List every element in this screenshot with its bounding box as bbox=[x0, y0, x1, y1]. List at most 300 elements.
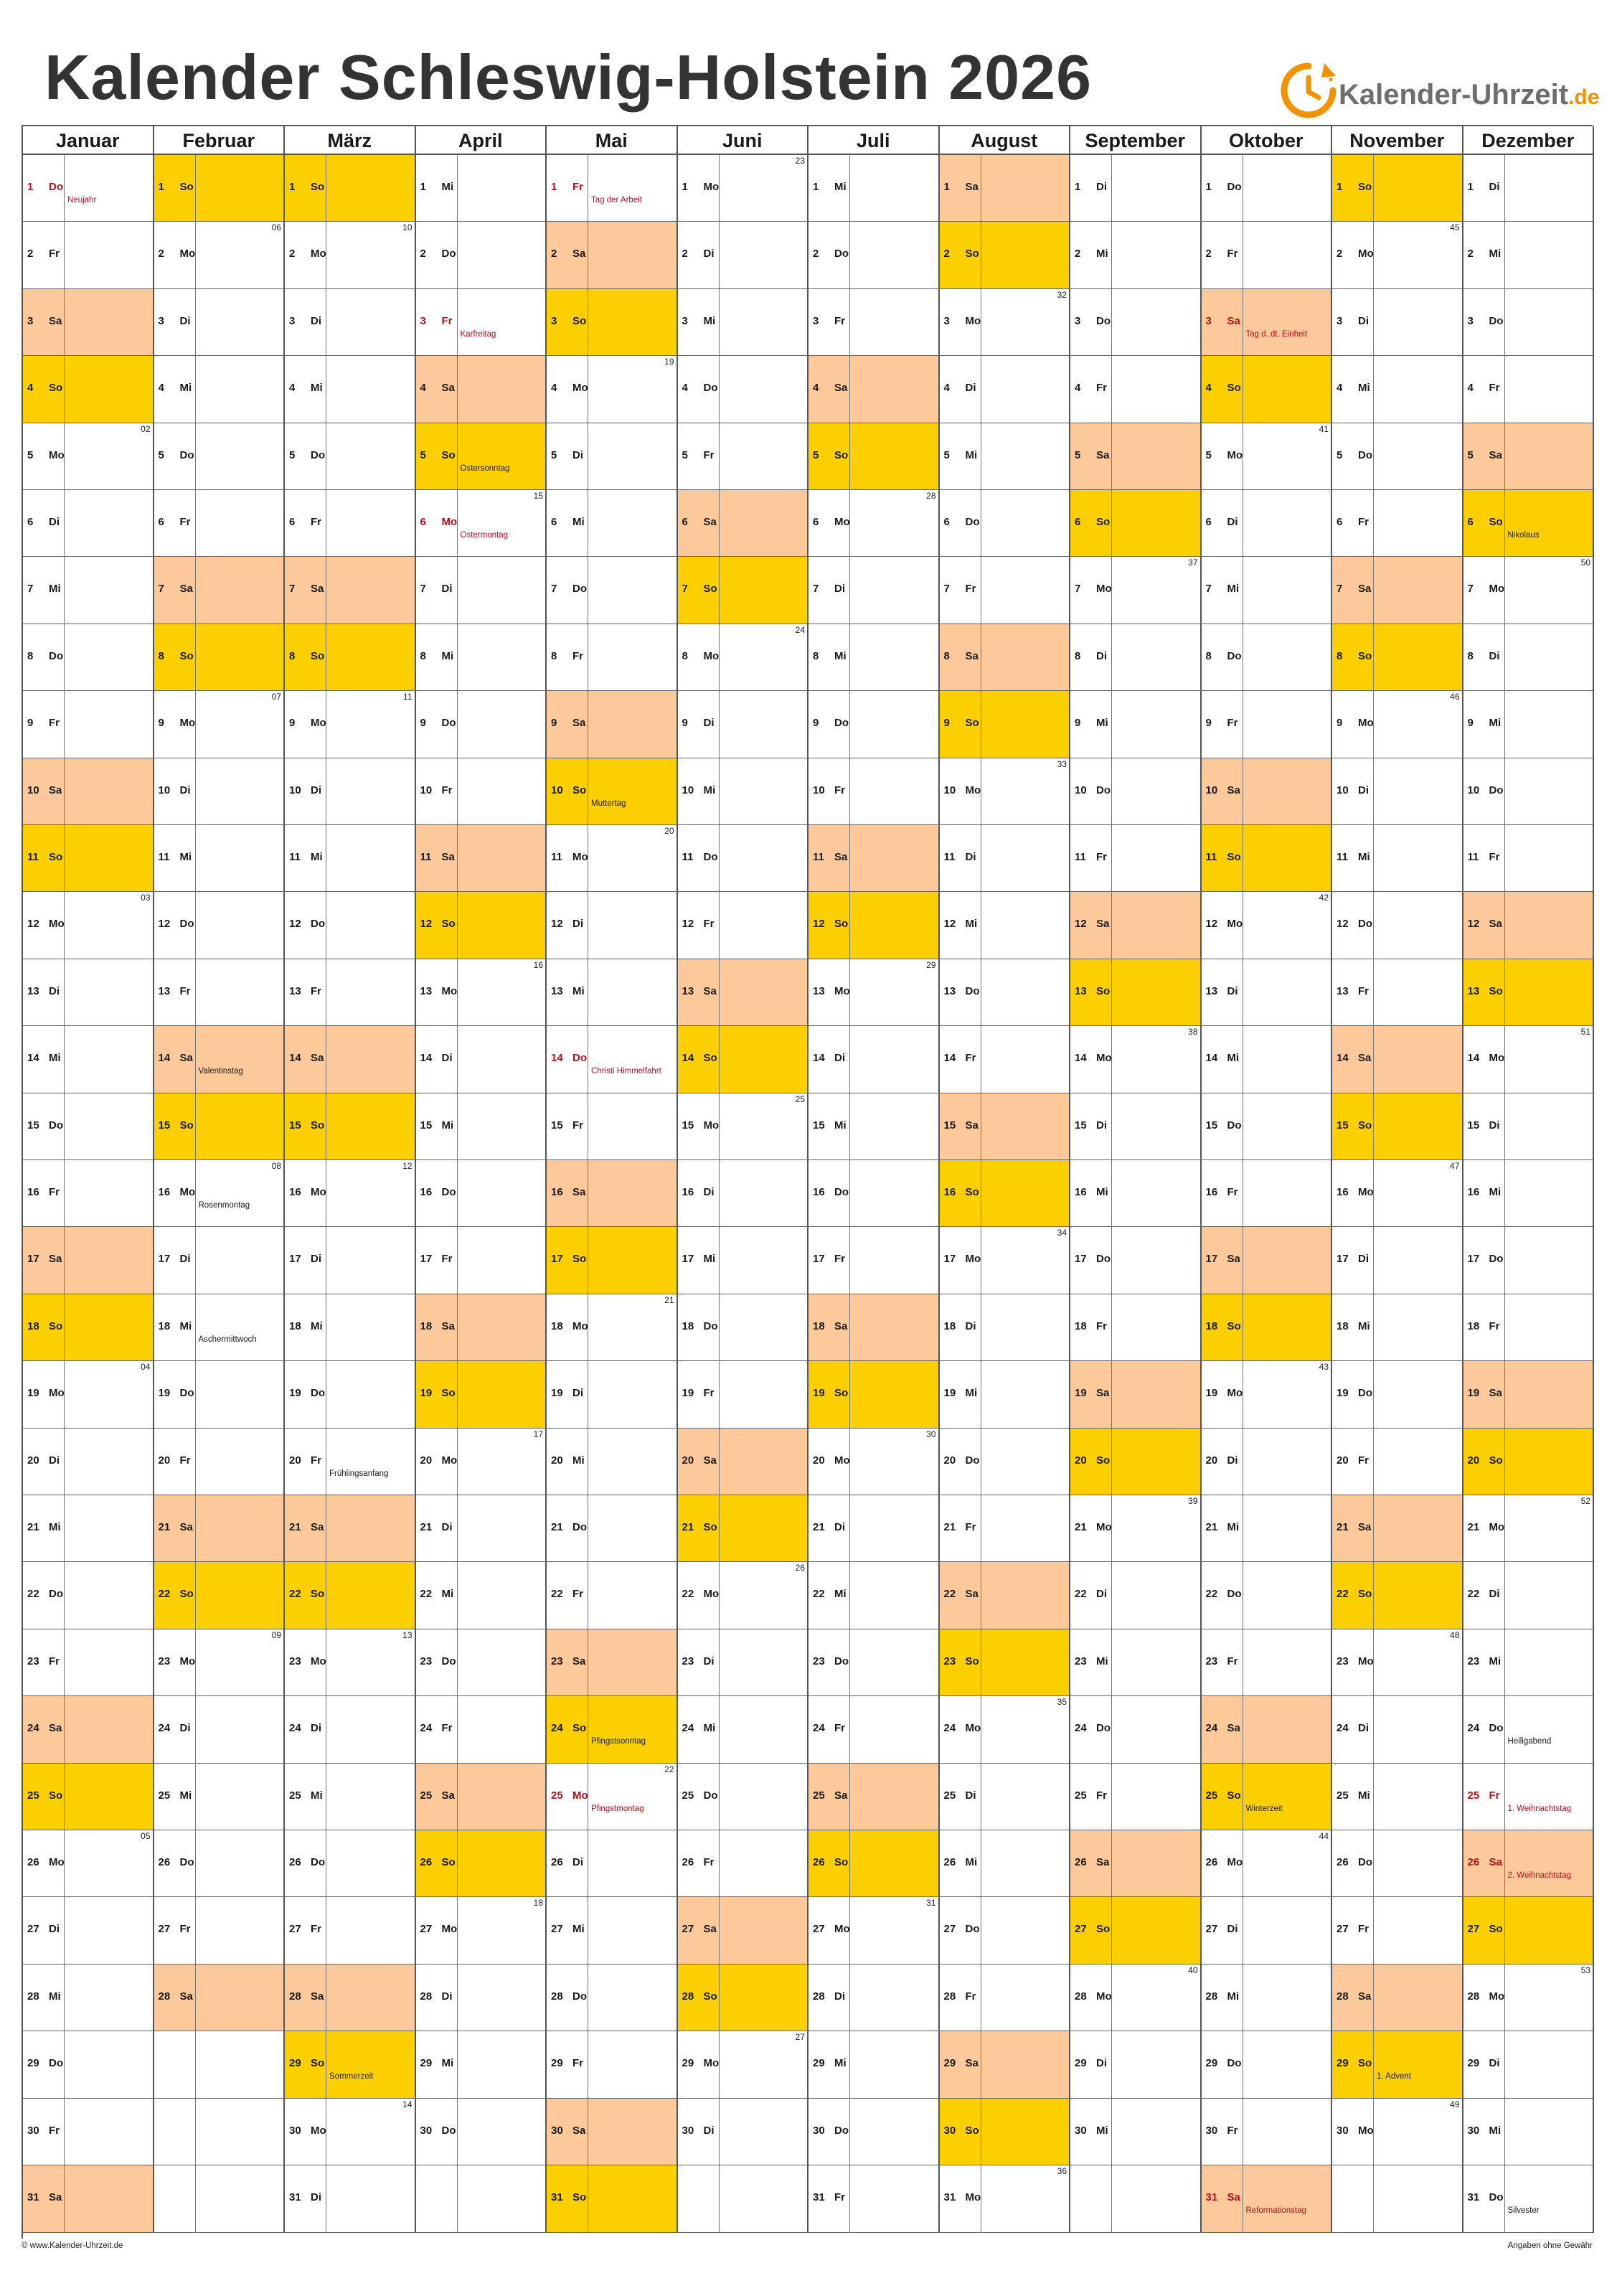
day-label-cell bbox=[285, 1562, 326, 1628]
day-note-cell bbox=[720, 1361, 808, 1427]
weekday-name: Mi bbox=[1096, 717, 1108, 730]
day-label-cell bbox=[808, 1160, 850, 1226]
day-label-cell bbox=[547, 1160, 588, 1226]
day-note-cell bbox=[326, 1696, 415, 1762]
weekday-name: Sa bbox=[965, 649, 979, 662]
day-cell bbox=[416, 1495, 547, 1562]
day-cell bbox=[1332, 1562, 1463, 1629]
day-number: 16 bbox=[1205, 1186, 1218, 1198]
day-note-cell bbox=[196, 959, 284, 1025]
weekday-name: Mo bbox=[572, 382, 588, 395]
day-number: 26 bbox=[551, 1856, 563, 1868]
weekday-name: Mo bbox=[703, 2057, 720, 2070]
day-label-cell bbox=[1332, 1361, 1374, 1427]
day-number: 7 bbox=[943, 583, 950, 596]
day-label-cell bbox=[1202, 624, 1243, 690]
day-cell bbox=[940, 2099, 1071, 2165]
day-number: 12 bbox=[27, 918, 39, 931]
weekday-name: Do bbox=[179, 1387, 194, 1400]
day-note-cell bbox=[720, 423, 808, 489]
day-label-cell bbox=[940, 2031, 981, 2097]
weekday-name: Do bbox=[1227, 1119, 1242, 1131]
day-note-cell bbox=[1505, 1696, 1593, 1762]
weekday-name: Sa bbox=[965, 1588, 979, 1601]
day-label-cell bbox=[1070, 1965, 1112, 2031]
day-label-cell bbox=[1070, 1629, 1112, 1695]
day-note-cell bbox=[1243, 959, 1331, 1025]
day-cell bbox=[547, 1160, 678, 1227]
day-number: 24 bbox=[813, 1722, 825, 1735]
day-cell bbox=[678, 1965, 809, 2031]
day-note-cell bbox=[65, 490, 153, 556]
day-note-cell bbox=[850, 691, 938, 757]
day-number: 4 bbox=[1336, 382, 1343, 395]
weekday-name: Di bbox=[965, 1789, 976, 1802]
day-note-cell bbox=[65, 959, 153, 1025]
day-note-cell bbox=[65, 2165, 153, 2232]
day-label-cell bbox=[23, 1361, 65, 1427]
weekday-name: Do bbox=[834, 717, 849, 730]
weekday-name: Mi bbox=[1227, 1052, 1240, 1065]
day-note-cell bbox=[1112, 2099, 1200, 2165]
day-label-cell bbox=[808, 2099, 850, 2165]
day-number: 15 bbox=[682, 1119, 694, 1131]
day-cell bbox=[23, 222, 154, 288]
day-label-cell bbox=[416, 356, 458, 422]
day-number: 26 bbox=[289, 1856, 301, 1868]
week-number: 14 bbox=[402, 2099, 412, 2109]
day-cell bbox=[416, 959, 547, 1026]
day-label-cell bbox=[23, 1026, 65, 1092]
day-cell bbox=[285, 1495, 416, 1562]
day-cell bbox=[678, 892, 809, 959]
day-note-cell bbox=[981, 1429, 1070, 1495]
day-note-cell bbox=[1374, 2099, 1462, 2165]
day-number: 25 bbox=[813, 1789, 825, 1802]
day-label-cell bbox=[1202, 758, 1243, 824]
day-note-cell bbox=[1243, 423, 1331, 489]
day-number: 7 bbox=[682, 583, 688, 596]
week-number: 42 bbox=[1319, 893, 1329, 903]
day-cell bbox=[808, 423, 940, 490]
day-note-cell bbox=[1112, 222, 1200, 288]
day-cell bbox=[678, 1429, 809, 1495]
day-number: 6 bbox=[1336, 516, 1343, 528]
brand-logo[interactable] bbox=[1278, 59, 1600, 123]
day-number: 16 bbox=[943, 1186, 956, 1198]
day-label-cell bbox=[154, 1830, 196, 1896]
day-cell bbox=[808, 557, 940, 624]
weekday-name: Di bbox=[965, 1319, 976, 1332]
day-note-cell bbox=[588, 2099, 676, 2165]
day-note-cell bbox=[458, 691, 546, 757]
day-cell bbox=[154, 1562, 286, 1629]
day-number: 28 bbox=[1205, 1990, 1218, 2003]
day-cell bbox=[1332, 1227, 1463, 1294]
weekday-name: So bbox=[834, 1387, 849, 1400]
day-label-cell bbox=[1463, 155, 1505, 221]
day-label-cell bbox=[285, 289, 326, 355]
day-note-cell bbox=[1505, 1429, 1593, 1495]
month-column bbox=[678, 126, 809, 2239]
weekday-name: Sa bbox=[703, 1923, 717, 1936]
day-label-cell bbox=[808, 2165, 850, 2232]
day-note-cell bbox=[458, 1897, 546, 1963]
day-cell bbox=[940, 758, 1071, 825]
day-label-cell bbox=[154, 1965, 196, 2031]
day-note-cell bbox=[850, 1160, 938, 1226]
weekday-name: Di bbox=[834, 583, 845, 596]
day-number: 3 bbox=[813, 314, 819, 327]
weekday-name: Mo bbox=[49, 1387, 65, 1400]
weekday-name: Mo bbox=[703, 1588, 720, 1601]
day-note-cell bbox=[981, 1227, 1070, 1293]
day-label-cell bbox=[23, 1764, 65, 1830]
day-label-cell bbox=[940, 222, 981, 288]
day-label-cell bbox=[547, 2165, 588, 2232]
day-cell bbox=[1070, 1294, 1202, 1361]
weekday-name: Mo bbox=[1489, 583, 1505, 596]
day-number: 25 bbox=[158, 1789, 171, 1802]
day-label-cell bbox=[678, 1696, 720, 1762]
day-number: 13 bbox=[289, 984, 301, 997]
day-cell bbox=[678, 1160, 809, 1227]
day-cell bbox=[678, 1764, 809, 1830]
day-number: 30 bbox=[682, 2124, 694, 2137]
weekday-name: So bbox=[1096, 984, 1111, 997]
day-number: 24 bbox=[1336, 1722, 1349, 1735]
day-number: 21 bbox=[158, 1521, 171, 1533]
day-cell bbox=[1463, 557, 1595, 624]
weekday-name: Do bbox=[1096, 784, 1111, 796]
day-note-cell bbox=[850, 222, 938, 288]
day-number: 19 bbox=[943, 1387, 956, 1400]
day-number: 18 bbox=[682, 1319, 694, 1332]
day-note-cell bbox=[1112, 1294, 1200, 1360]
day-label-cell bbox=[1332, 2165, 1374, 2232]
day-number: 9 bbox=[1336, 717, 1343, 730]
event-label: Ostersonntag bbox=[460, 464, 510, 473]
day-cell bbox=[678, 222, 809, 288]
day-number: 30 bbox=[27, 2124, 39, 2137]
day-number: 18 bbox=[420, 1319, 433, 1332]
day-note-cell bbox=[196, 624, 284, 690]
weekday-name: So bbox=[311, 1588, 325, 1601]
day-number: 6 bbox=[682, 516, 688, 528]
day-number: 28 bbox=[420, 1990, 433, 2003]
day-cell bbox=[547, 2099, 678, 2165]
day-label-cell bbox=[154, 2099, 196, 2165]
day-label-cell bbox=[1332, 155, 1374, 221]
day-note-cell bbox=[720, 1764, 808, 1830]
day-label-cell bbox=[285, 959, 326, 1025]
day-number: 18 bbox=[1467, 1319, 1480, 1332]
weekday-name: Do bbox=[703, 382, 718, 395]
day-label-cell bbox=[547, 1294, 588, 1360]
weekday-name: Do bbox=[1358, 1387, 1372, 1400]
day-cell bbox=[678, 289, 809, 356]
day-number: 13 bbox=[27, 984, 39, 997]
day-label-cell bbox=[416, 1429, 458, 1495]
weekday-name: Do bbox=[179, 448, 194, 461]
day-label-cell bbox=[416, 423, 458, 489]
day-note-cell bbox=[588, 1093, 676, 1159]
day-label-cell bbox=[1202, 2099, 1243, 2165]
day-cell bbox=[808, 691, 940, 758]
day-label-cell bbox=[23, 1429, 65, 1495]
day-label-cell bbox=[808, 1093, 850, 1159]
weekday-name: So bbox=[965, 1655, 979, 1667]
weekday-name: Do bbox=[311, 918, 325, 931]
day-number: 10 bbox=[551, 784, 563, 796]
day-label-cell bbox=[23, 1830, 65, 1896]
day-number: 14 bbox=[1467, 1052, 1480, 1065]
day-cell bbox=[1463, 1897, 1595, 1964]
day-label-cell bbox=[808, 2031, 850, 2097]
day-note-cell bbox=[196, 758, 284, 824]
day-note-cell bbox=[65, 825, 153, 891]
week-number: 27 bbox=[795, 2032, 805, 2043]
day-note-cell bbox=[850, 1764, 938, 1830]
weekday-name: So bbox=[49, 382, 63, 395]
day-number: 27 bbox=[289, 1923, 301, 1936]
day-number: 17 bbox=[1205, 1253, 1218, 1266]
day-note-cell bbox=[65, 2099, 153, 2165]
month-column bbox=[808, 126, 940, 2239]
weekday-name: Di bbox=[441, 1521, 453, 1533]
day-cell bbox=[547, 1495, 678, 1562]
week-number: 18 bbox=[533, 1898, 543, 1909]
day-cell bbox=[285, 1965, 416, 2031]
day-note-cell bbox=[458, 959, 546, 1025]
week-number: 32 bbox=[1057, 289, 1067, 300]
day-number: 22 bbox=[551, 1588, 563, 1601]
day-cell bbox=[547, 289, 678, 356]
weekday-name: Do bbox=[179, 918, 194, 931]
weekday-name: So bbox=[1489, 516, 1503, 528]
day-number: 17 bbox=[420, 1253, 433, 1266]
week-number: 11 bbox=[403, 692, 412, 702]
day-label-cell bbox=[940, 825, 981, 891]
day-note-cell bbox=[1243, 1897, 1331, 1963]
day-number: 21 bbox=[1205, 1521, 1218, 1533]
day-label-cell bbox=[416, 825, 458, 891]
weekday-name: Di bbox=[311, 1722, 321, 1735]
day-cell bbox=[416, 2031, 547, 2098]
month-header: Mai bbox=[547, 126, 678, 155]
day-note-cell bbox=[196, 289, 284, 355]
day-label-cell bbox=[1202, 892, 1243, 958]
day-cell bbox=[285, 825, 416, 892]
day-cell bbox=[1070, 1429, 1202, 1495]
weekday-name: Fr bbox=[572, 1119, 583, 1131]
weekday-name: Fr bbox=[572, 2057, 583, 2070]
day-number: 3 bbox=[158, 314, 164, 327]
day-cell bbox=[547, 691, 678, 758]
day-note-cell bbox=[1112, 892, 1200, 958]
day-number: 3 bbox=[682, 314, 688, 327]
day-note-cell bbox=[458, 2099, 546, 2165]
day-cell bbox=[1332, 1361, 1463, 1428]
day-number: 8 bbox=[27, 649, 34, 662]
weekday-name: Mi bbox=[1489, 717, 1502, 730]
day-number: 18 bbox=[289, 1319, 301, 1332]
weekday-name: Di bbox=[179, 314, 191, 327]
day-cell bbox=[285, 1696, 416, 1763]
weekday-name: Fr bbox=[179, 1454, 191, 1467]
weekday-name: So bbox=[834, 448, 849, 461]
day-number: 29 bbox=[289, 2057, 301, 2070]
day-note-cell bbox=[1505, 1093, 1593, 1159]
weekday-name: Mo bbox=[965, 784, 981, 796]
day-note-cell bbox=[1505, 1026, 1593, 1092]
day-label-cell bbox=[940, 1764, 981, 1830]
weekday-name: Sa bbox=[1096, 1387, 1110, 1400]
weekday-name: Mi bbox=[572, 1923, 585, 1936]
day-note-cell bbox=[1112, 1160, 1200, 1226]
day-note-cell bbox=[1112, 2165, 1200, 2232]
day-label-cell bbox=[416, 2099, 458, 2165]
day-note-cell bbox=[458, 758, 546, 824]
weekday-name: Di bbox=[703, 1186, 715, 1198]
day-note-cell bbox=[196, 2165, 284, 2232]
day-cell bbox=[416, 1764, 547, 1830]
weekday-name: Sa bbox=[965, 1119, 979, 1131]
day-cell bbox=[678, 490, 809, 557]
day-label-cell bbox=[678, 557, 720, 623]
day-label-cell bbox=[285, 1696, 326, 1762]
day-number: 9 bbox=[943, 717, 950, 730]
weekday-name: Mo bbox=[703, 1119, 720, 1131]
day-note-cell bbox=[196, 2099, 284, 2165]
day-note-cell bbox=[588, 1830, 676, 1896]
weekday-name: Do bbox=[1358, 1856, 1372, 1868]
month-header: August bbox=[940, 126, 1071, 155]
weekday-name: Mi bbox=[441, 1119, 454, 1131]
day-label-cell bbox=[940, 1830, 981, 1896]
day-number: 2 bbox=[1205, 248, 1212, 260]
weekday-name: Mi bbox=[179, 1789, 192, 1802]
day-number: 29 bbox=[943, 2057, 956, 2070]
weekday-name: Mi bbox=[1096, 248, 1108, 260]
day-label-cell bbox=[940, 1361, 981, 1427]
day-label-cell bbox=[1463, 892, 1505, 958]
day-cell bbox=[808, 1696, 940, 1763]
day-note-cell bbox=[850, 1495, 938, 1561]
day-cell bbox=[416, 289, 547, 356]
weekday-name: Do bbox=[49, 1588, 63, 1601]
day-label-cell bbox=[678, 1965, 720, 2031]
weekday-name: So bbox=[179, 1119, 194, 1131]
weekday-name: Di bbox=[572, 918, 583, 931]
week-number: 03 bbox=[141, 893, 151, 903]
day-note-cell bbox=[458, 892, 546, 958]
holiday-label: Ostermontag bbox=[460, 531, 508, 540]
day-cell bbox=[154, 825, 286, 892]
day-number: 18 bbox=[158, 1319, 171, 1332]
day-label-cell bbox=[1463, 2165, 1505, 2232]
day-note-cell bbox=[981, 1629, 1070, 1695]
day-cell bbox=[1463, 1965, 1595, 2031]
day-note-cell bbox=[1112, 825, 1200, 891]
day-number: 31 bbox=[551, 2191, 563, 2203]
day-number: 20 bbox=[158, 1454, 171, 1467]
day-note-cell bbox=[1505, 2099, 1593, 2165]
day-number: 11 bbox=[158, 851, 170, 863]
day-label-cell bbox=[23, 825, 65, 891]
day-label-cell bbox=[416, 1160, 458, 1226]
day-number: 25 bbox=[420, 1789, 433, 1802]
day-number: 8 bbox=[813, 649, 819, 662]
day-note-cell bbox=[1374, 825, 1462, 891]
day-cell bbox=[678, 1227, 809, 1294]
day-cell bbox=[416, 1093, 547, 1160]
day-cell bbox=[1070, 2165, 1202, 2233]
day-number: 26 bbox=[813, 1856, 825, 1868]
day-note-cell bbox=[1374, 892, 1462, 958]
day-label-cell bbox=[1463, 758, 1505, 824]
day-label-cell bbox=[154, 2031, 196, 2097]
day-note-cell bbox=[1505, 1227, 1593, 1293]
day-note-cell bbox=[326, 557, 415, 623]
day-cell bbox=[154, 1830, 286, 1897]
day-cell bbox=[23, 758, 154, 825]
weekday-name: So bbox=[703, 1521, 717, 1533]
weekday-name: Fr bbox=[311, 516, 321, 528]
weekday-name: So bbox=[572, 1722, 587, 1735]
day-number: 25 bbox=[682, 1789, 694, 1802]
day-note-cell bbox=[65, 1897, 153, 1963]
week-number: 20 bbox=[664, 826, 674, 836]
week-number: 04 bbox=[141, 1362, 151, 1373]
day-note-cell bbox=[720, 959, 808, 1025]
weekday-name: Do bbox=[1489, 784, 1504, 796]
holiday-label: Tag d. dt. Einheit bbox=[1245, 329, 1308, 339]
weekday-name: So bbox=[1096, 1454, 1111, 1467]
weekday-name: Di bbox=[834, 1990, 845, 2003]
day-note-cell bbox=[1243, 490, 1331, 556]
day-number: 1 bbox=[289, 181, 296, 193]
day-label-cell bbox=[1202, 1965, 1243, 2031]
day-label-cell bbox=[547, 1897, 588, 1963]
weekday-name: Mi bbox=[1489, 2124, 1502, 2137]
day-cell bbox=[1202, 2031, 1333, 2098]
week-number: 16 bbox=[533, 959, 543, 970]
day-label-cell bbox=[1463, 959, 1505, 1025]
day-label-cell bbox=[154, 1696, 196, 1762]
weekday-name: Fr bbox=[49, 1186, 60, 1198]
weekday-name: Do bbox=[49, 2057, 63, 2070]
day-cell bbox=[808, 1361, 940, 1428]
day-label-cell bbox=[1332, 1629, 1374, 1695]
day-cell bbox=[1202, 691, 1333, 758]
day-note-cell bbox=[196, 691, 284, 757]
day-number: 15 bbox=[1467, 1119, 1480, 1131]
day-cell bbox=[1463, 1830, 1595, 1897]
day-note-cell bbox=[326, 1764, 415, 1830]
day-number: 10 bbox=[158, 784, 171, 796]
day-cell bbox=[1463, 1160, 1595, 1227]
day-cell bbox=[547, 222, 678, 288]
day-label-cell bbox=[285, 1629, 326, 1695]
day-label-cell bbox=[416, 624, 458, 690]
day-number: 23 bbox=[1467, 1655, 1480, 1667]
day-note-cell bbox=[588, 892, 676, 958]
day-note-cell bbox=[981, 557, 1070, 623]
day-label-cell bbox=[23, 2031, 65, 2097]
day-number: 23 bbox=[1075, 1655, 1087, 1667]
weekday-name: Fr bbox=[572, 181, 583, 193]
